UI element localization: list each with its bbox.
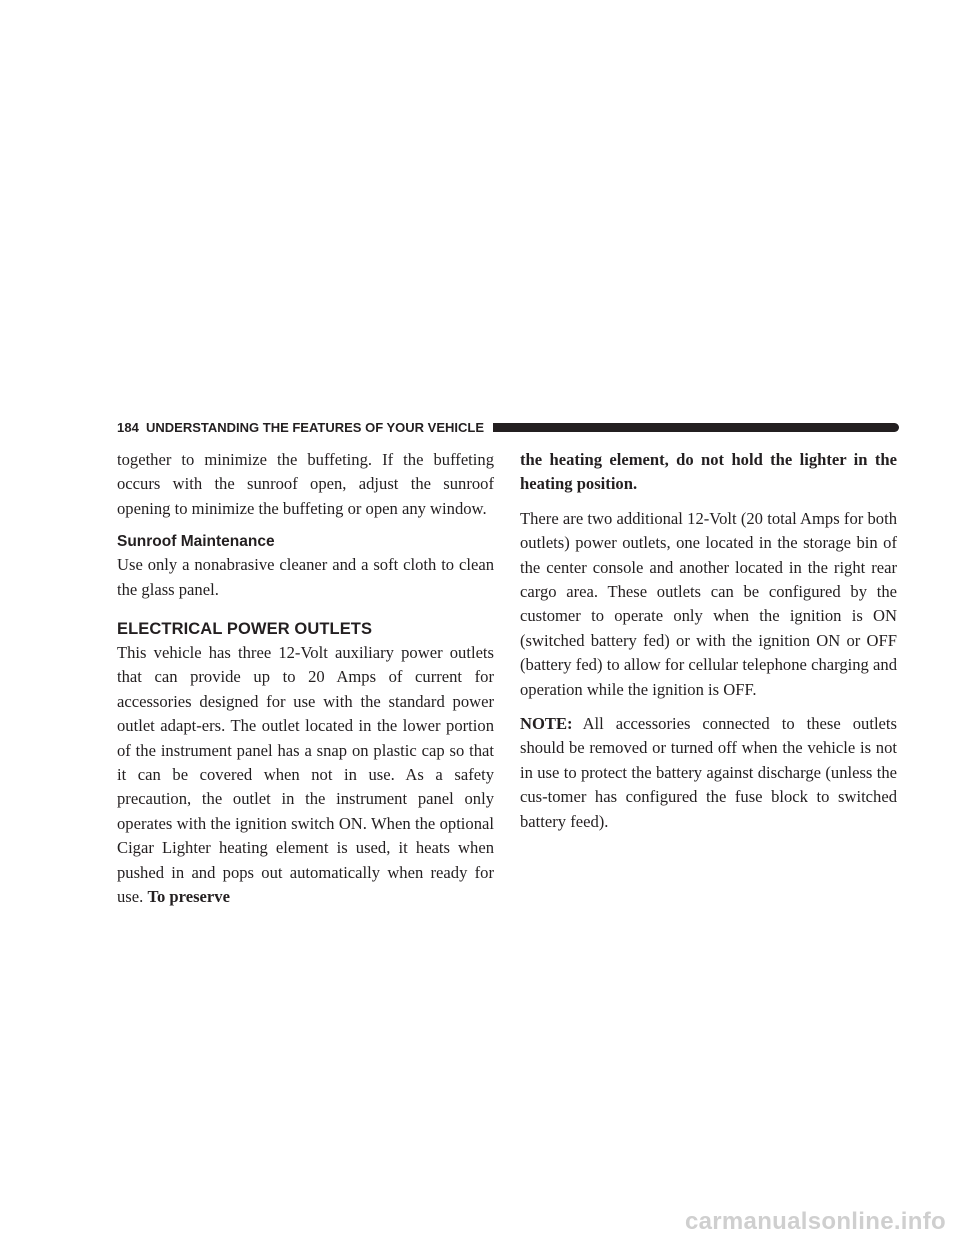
additional-outlets-paragraph: There are two additional 12-Volt (20 total Amps for both outlets) power outlets, one located in the storage bin of the center console and another located in the right rear cargo area. These outlets can be configured by the customer to operate only when the ignition is ON (switched battery fed) or with the ignition ON or OFF (battery fed) to allow for cellular telephone charging and operation while the ignition is OFF. [520,508,897,699]
electrical-power-outlets-heading: ELECTRICAL POWER OUTLETS [117,620,373,639]
note-label: NOTE: [520,714,573,734]
running-head [117,416,899,438]
site-watermark: carmanualsonline.info [684,1208,946,1235]
intro-paragraph: together to minimize the buffeting. If the buffeting occurs with the sunroof open, adjust the sunroof opening to minimize the buffeting or open any window. [117,450,494,518]
left-column [117,448,494,920]
note-text: All accessories connected to these outlets should be removed or turned off when the vehicle is not in use to protect the battery against discharge (unless the cus-tomer has configured the fuse block to switched battery feed). [520,714,897,831]
right-column [520,448,897,844]
header-rule [493,423,899,432]
power-outlets-paragraph [117,641,494,909]
sunroof-maintenance-heading: Sunroof Maintenance [117,533,275,551]
section-title: UNDERSTANDING THE FEATURES OF YOUR VEHICLE [146,419,485,435]
bold-continuation: the heating element, do not hold the lighter in the heating position. [520,450,897,494]
power-outlets-bold-tail: To preserve [147,887,230,907]
note-paragraph [520,712,897,834]
sunroof-maintenance-paragraph: Use only a nonabrasive cleaner and a soft cloth to clean the glass panel. [117,555,494,599]
page-number: 184 [117,419,139,435]
power-outlets-text: This vehicle has three 12-Volt auxiliary power outlets that can provide up to 20 Amps of current for accessories designed for use with the standard power outlet adapt-ers. The outlet located in the lower portion of the instrument panel has a snap on plastic cap so that it can be covered when not in use. As a safety precaution, the outlet in the instrument panel only operates with the ignition switch ON. When the optional Cigar Lighter heating element is used, it heats when pushed in and pops out automatically when ready for use. [117,643,494,907]
